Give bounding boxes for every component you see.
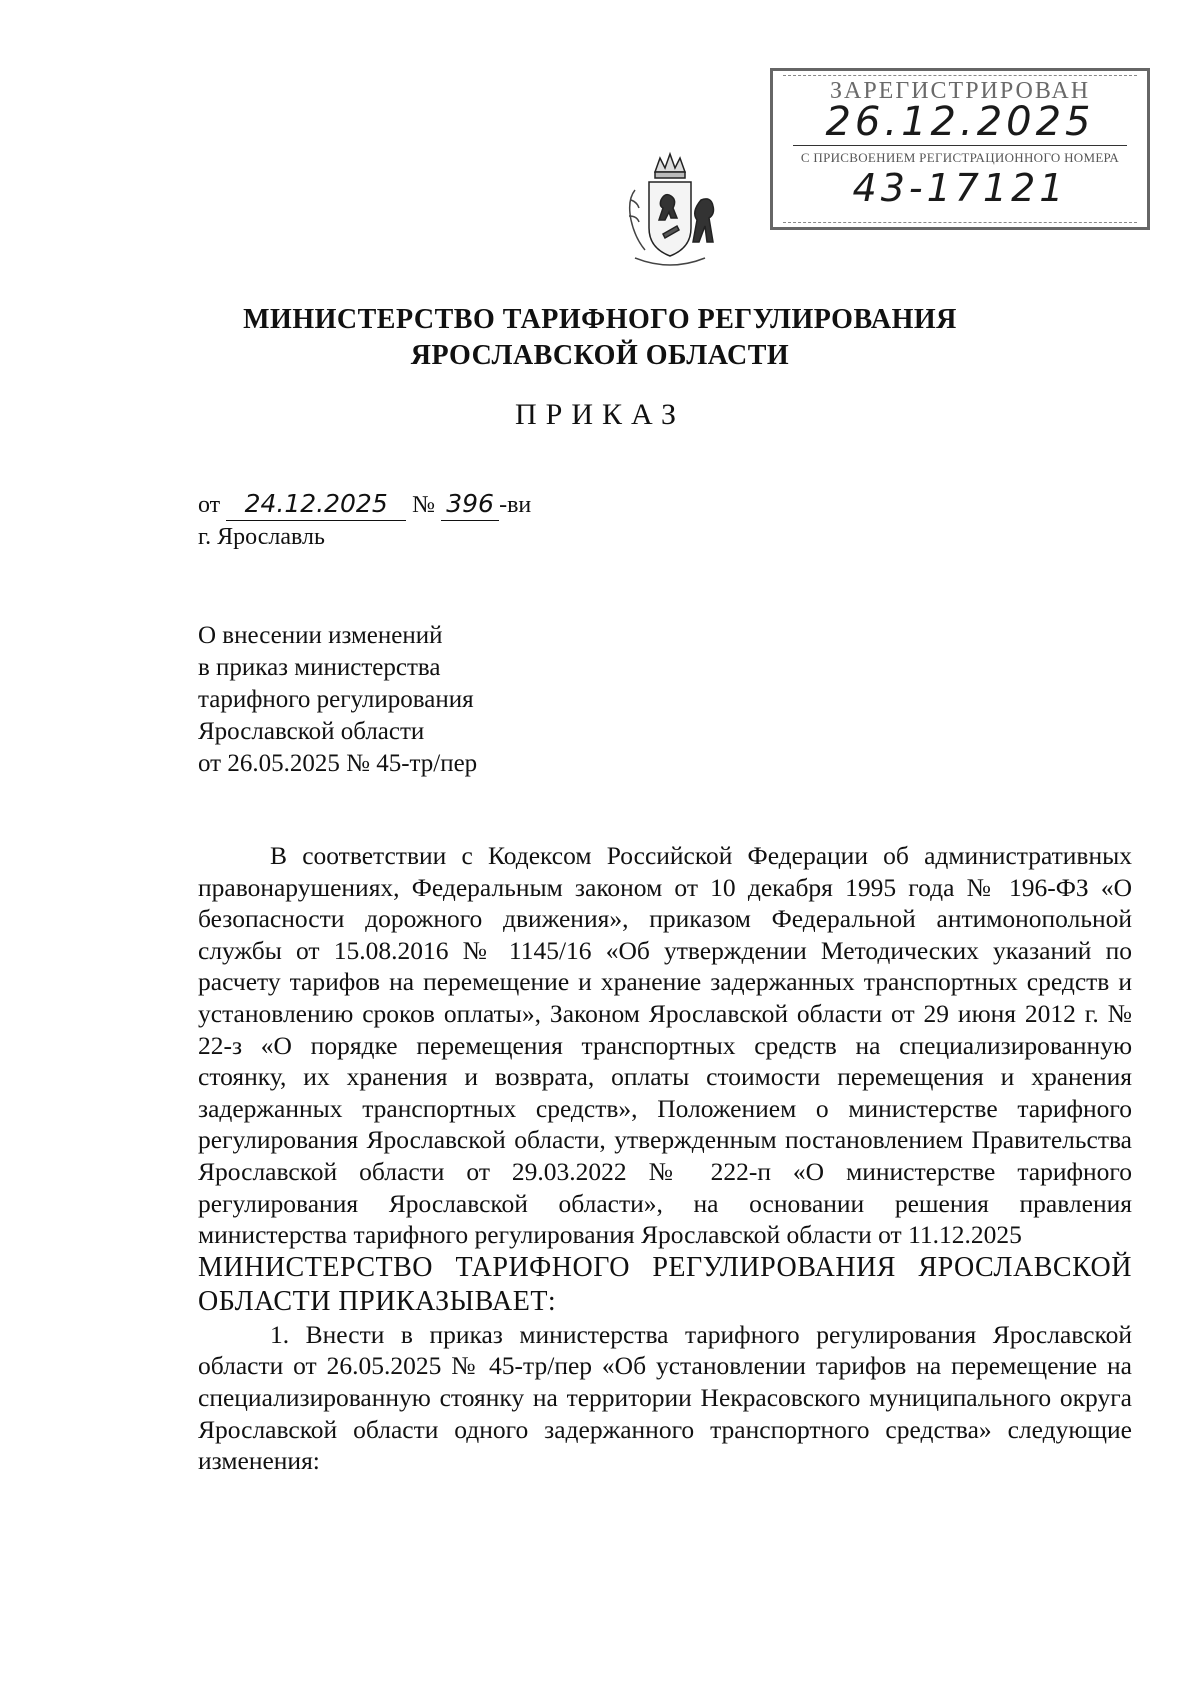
document-type: ПРИКАЗ: [515, 398, 685, 431]
document-date: 24.12.2025: [226, 488, 406, 521]
document-body: [198, 840, 1132, 1477]
document-meta: [198, 488, 531, 553]
subject-line: от 26.05.2025 № 45-тр/пер: [198, 750, 478, 777]
subject-line: тарифного регулирования: [198, 686, 474, 713]
registration-stamp: [770, 68, 1150, 230]
subject-line: Ярославской области: [198, 718, 425, 745]
order-statement: МИНИСТЕРСТВО ТАРИФНОГО РЕГУЛИРОВАНИЯ ЯРОСЛАВСКОЙ ОБЛАСТИ ПРИКАЗЫВАЕТ:: [198, 1251, 1132, 1317]
ministry-title-line2: ЯРОСЛАВСКОЙ ОБЛАСТИ: [410, 340, 790, 371]
ministry-title: [0, 302, 1200, 374]
from-label: от: [198, 492, 221, 518]
number-sign: №: [412, 492, 436, 518]
subject-line: О внесении изменений: [198, 622, 443, 649]
stamp-date: 26.12.2025: [793, 99, 1127, 146]
stamp-subtitle: С ПРИСВОЕНИЕМ РЕГИСТРАЦИОННОГО НОМЕРА: [800, 150, 1120, 165]
stamp-frame: [783, 75, 1137, 223]
document-subject: [198, 620, 477, 780]
number-suffix: -ви: [499, 492, 532, 518]
coat-of-arms-icon: [605, 150, 735, 280]
preamble-paragraph: В соответствии с Кодексом Российской Федерации об административных правонарушениях, Федеральным законом от 10 декабря 1995 года № 196-ФЗ «О безопасности дорожного движения», приказом Федеральной антимонопольной службы от 15.08.2016 № 1145/16 «Об утверждении Методических указаний по расчету тарифов на перемещение и хранение задержанных транспортных средств и установлению сроков оплаты», Законом Ярославской области от 29 июня 2012 г. № 22-з «О порядке перемещения транспортных средств на специализированную стоянку, их хранения и возврата, оплаты стоимости перемещения и хранения задержанных транспортных средств», Положением о министерстве тарифного регулирования Ярославской области, утвержденным постановлением Правительства Ярославской области от 29.03.2022 № 222-п «О министерстве тарифного регулирования Ярославской области», на основании решения правления министерства тарифного регулирования Ярославской области от 11.12.2025: [198, 841, 1132, 1250]
item-1-paragraph: 1. Внести в приказ министерства тарифного регулирования Ярославской области от 26.05.2025 № 45-тр/пер «Об установлении тарифов на перемещение на специализированную стоянку на территории Некрасовского муниципального округа Ярославской области одного задержанного транспортного средства» следующие изменения:: [198, 1319, 1132, 1476]
document-number: 396: [441, 488, 499, 521]
subject-line: в приказ министерства: [198, 654, 441, 681]
date-number-line: [198, 488, 531, 521]
ministry-title-line1: МИНИСТЕРСТВО ТАРИФНОГО РЕГУЛИРОВАНИЯ: [243, 304, 957, 335]
stamp-title: ЗАРЕГИСТРИРОВАН: [829, 78, 1091, 104]
city: г. Ярославль: [198, 524, 325, 550]
stamp-registration-number: 43-17121: [852, 166, 1068, 210]
